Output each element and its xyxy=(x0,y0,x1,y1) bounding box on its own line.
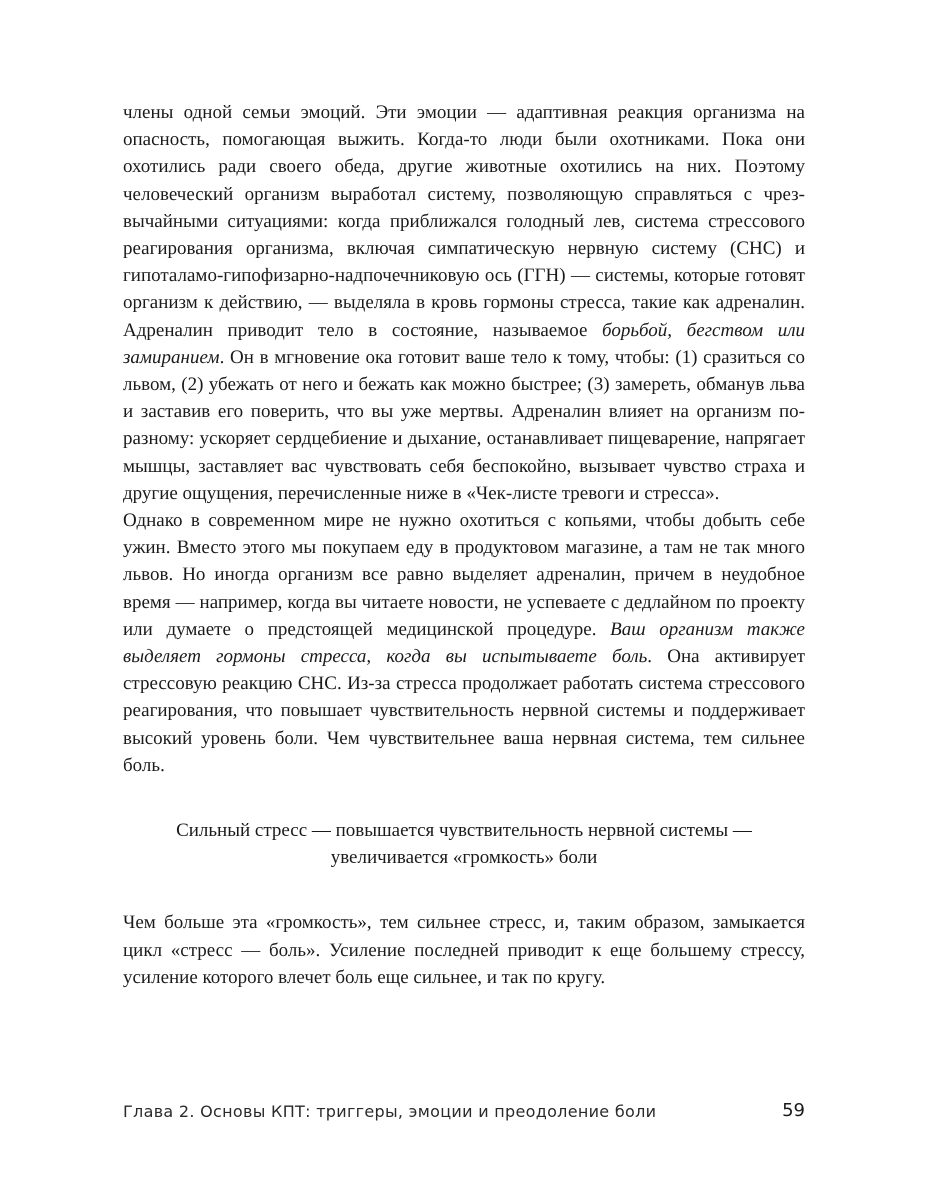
paragraph-text: члены одной семьи эмоций. Эти эмоции — адаптивная реакция организма на опасность, помогающая выжить. Когда-то люди были охотниками. Пока они охотились ради своего обеда, другие животные охотились на них. Поэтому человеческий организм выработал систему, позволяющую справляться с чрезвычайными ситуациями: когда приближался голодный лев, система стрессового реагирования организма, включая симпатическую нервную систему (СНС) и гипоталамо-гипофизарно-надпочечниковую ось (ГГН) — системы, которые готовят организм к действию, — выделяла в кровь гормоны стресса, такие как адреналин. Адреналин приводит тело в состояние, называемое xyxy=(123,102,805,341)
centered-statement xyxy=(123,817,805,871)
paragraph-text: Однако в современном мире не нужно охотиться с копьями, чтобы добыть себе ужин. Вместо этого мы покупаем еду в продуктовом магазине, а там не так много львов. Но иногда организм все равно выделяет адреналин, причем в неудобное время — например, когда вы читаете новости, не успеваете с дедлайном по проекту или думаете о предстоящей медицинской процедуре. xyxy=(123,510,805,640)
italic-emphasis: Ваш организм также выделяет гормоны стресса, когда вы испытываете боль xyxy=(123,618,805,668)
statement-line-1: Сильный стресс — повышается чувствительность нервной системы — xyxy=(176,820,752,842)
paragraph-text: . Она активирует стрессовую реакцию СНС. Из-за стресса продолжает работать система стрессового реагирования, что повышает чувствительность нервной системы и поддерживает высокий уровень боли. Чем чувствительнее ваша нервная система, тем сильнее боль. xyxy=(123,646,805,776)
main-text-column xyxy=(123,99,805,991)
paragraph-modern-world xyxy=(123,507,805,779)
page-number: 59 xyxy=(782,1100,805,1121)
running-footer-chapter-title: Глава 2. Основы КПТ: триггеры, эмоции и преодоление боли xyxy=(123,1102,657,1121)
page-footer xyxy=(123,1100,805,1126)
italic-emphasis: борьбой, бегством или замиранием xyxy=(123,319,805,368)
paragraph-stress-pain-cycle: Чем больше эта «громкость», тем сильнее стресс, и, таким образом, замыкается цикл «стресс — боль». Усиление последней приводит к еще большему стрессу, усиление которого влечет боль еще сильнее, и так по кругу. xyxy=(123,912,805,988)
statement-line-2: увеличивается «громкость» боли xyxy=(330,847,598,869)
paragraph-stress-response xyxy=(123,99,805,507)
paragraph-text: . Он в мгновение ока готовит ваше тело к тому, чтобы: (1) сразиться со львом, (2) убежать от него и бежать как можно быстрее; (3) замереть, обманув льва и заставив его поверить, что вы уже мертвы. Адреналин влияет на организм по-разному: ускоряет сердцебиение и дыхание, останавливает пищеварение, напрягает мышцы, заставляет вас чувствовать себя беспокойно, вызывает чувство страха и другие ощущения, перечисленные ниже в «Чек-листе тревоги и стресса». xyxy=(123,346,805,504)
